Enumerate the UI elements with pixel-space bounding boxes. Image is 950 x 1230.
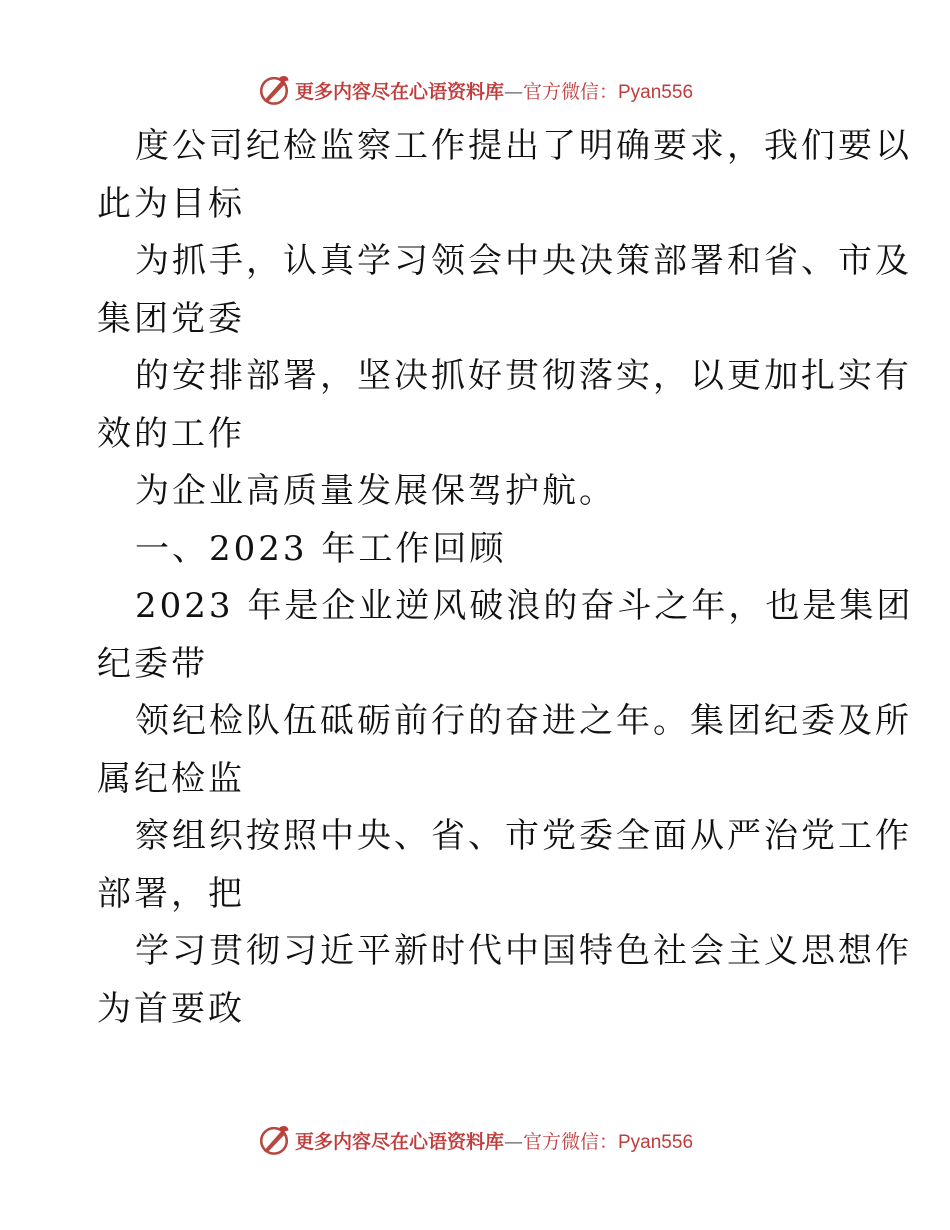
body-line: 领纪检队伍砥砺前行的奋进之年。集团纪委及所: [135, 701, 912, 741]
body-line: 为首要政: [97, 988, 245, 1029]
header-banner-text: [295, 77, 693, 104]
body-line: 察组织按照中央、省、市党委全面从严治党工作: [135, 816, 912, 856]
header-banner-title: 更多内容尽在心语资料库: [294, 80, 504, 103]
body-line: 集团党委: [97, 298, 245, 339]
section-heading: 一、2023 年工作回顾: [135, 528, 507, 569]
footer-banner-title: 更多内容尽在心语资料库: [294, 1130, 504, 1153]
body-line: 2023 年是企业逆风破浪的奋斗之年，也是集团: [135, 586, 914, 626]
body-line: 度公司纪检监察工作提出了明确要求，我们要以: [135, 126, 912, 166]
body-line: 此为目标: [97, 183, 245, 224]
header-banner: [0, 70, 950, 110]
footer-banner-text: [295, 1127, 693, 1154]
body-line: 效的工作: [97, 413, 245, 454]
body-line: 属纪检监: [97, 758, 245, 799]
body-line: 为企业高质量发展保驾护航。: [135, 471, 616, 511]
body-line: 部署，把: [97, 873, 245, 914]
quill-pen-logo-icon: [257, 1123, 291, 1157]
header-banner-separator: —: [504, 80, 523, 103]
footer-banner: [0, 1120, 950, 1160]
header-banner-wechat: 官方微信：Pyan556: [523, 81, 694, 103]
document-body: [97, 118, 914, 1038]
quill-pen-logo-icon: [257, 73, 291, 107]
footer-banner-separator: —: [504, 1130, 523, 1153]
body-line: 学习贯彻习近平新时代中国特色社会主义思想作: [135, 931, 912, 971]
footer-banner-wechat: 官方微信：Pyan556: [523, 1131, 694, 1153]
body-line: 纪委带: [97, 643, 208, 684]
body-line: 的安排部署，坚决抓好贯彻落实，以更加扎实有: [135, 356, 912, 396]
body-line: 为抓手，认真学习领会中央决策部署和省、市及: [135, 241, 912, 281]
